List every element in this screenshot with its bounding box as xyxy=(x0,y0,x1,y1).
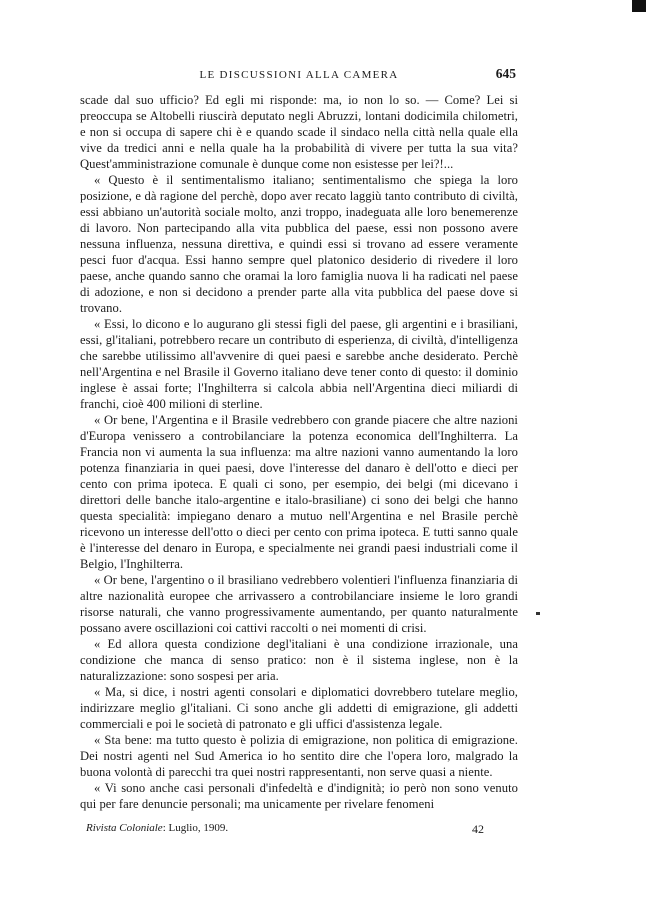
running-title: LE DISCUSSIONI ALLA CAMERA xyxy=(199,69,399,81)
paragraph-condizione-irrazionale: « Ed allora questa condizione degl'italiani è una condizione irrazionale, una condizione che manca di senso pratico: non è il sistema inglese, non è la naturalizzazione: sono sospesi per aria. xyxy=(80,637,518,683)
margin-mark xyxy=(536,612,540,615)
journal-title: Rivista Coloniale xyxy=(86,822,163,834)
paragraph-agenti-consolari: « Ma, si dice, i nostri agenti consolari e diplomatici dovrebbero tutelare meglio, indirizzare meglio gl'italiani. Ci sono anche gli addetti di emigrazione, gli addetti commerciali e poi le società di patronato e gli uffici d'assistenza legale. xyxy=(80,685,518,731)
paragraph-continuation: scade dal suo ufficio? Ed egli mi risponde: ma, io non lo so. — Come? Lei si preoccupa se Altobelli riuscirà deputato negli Abruzzi, lontani dodicimila chilometri, e non si occupa di sapere chi è e quando scade il sindaco nella città nella quale ella vive da tredici anni e nella quale ha la probabilità di vivere per tutta la sua vita? Quest'amministrazione comunale è dunque come non esistesse per lei?!... xyxy=(80,93,518,171)
running-head xyxy=(82,66,516,84)
footer-source xyxy=(86,822,228,834)
paragraph-inghilterra: « Or bene, l'Argentina e il Brasile vedrebbero con grande piacere che altre nazioni d'Europa venissero a controbilanciare la potenza economica dell'Inghilterra. La Francia non vi aumenta la sua influenza: ma altre nazioni vanno aumentando la loro potenza finanziaria in quei paesi, dove l'interesse del danaro è dell'otto e dieci per cento con prima ipoteca. E quali ci sono, per esempio, dei belgi (mi dicevano i direttori delle banche italo-argentine e italo-brasiliane) ci sono dei belgi che hanno questa specialità: impiegano denaro a mutuo nell'Argentina e nel Brasile perchè ricevono un interesse dell'otto o dieci per cento con prima ipoteca. E tutti sanno quale è l'interesse del denaro in Europa, e specialmente nei grandi paesi industriali come il Belgio, l'Inghilterra. xyxy=(80,413,518,571)
paragraph-sentimentalismo: « Questo è il sentimentalismo italiano; sentimentalismo che spiega la loro posizione, e dà ragione del perchè, dopo aver recato laggiù tanto contributo di civiltà, essi abbiano un'autorità sociale molto, anzi troppo, inadeguata alle loro benemerenze di lavoro. Non partecipando alla vita pubblica del paese, essi non possono avere nessuna influenza, nessuna direttiva, e quindi essi si trovano ad essere veramente pesci fuor d'acqua. Essi hanno sempre quel platonico desiderio di rivedere il loro paese, anche quando sanno che oramai la loro famiglia nuova li ha radicati nel paese di adozione, e non si decidono a prender parte alla vita pubblica del paese dove si trovano. xyxy=(80,173,518,315)
paragraph-argentini-brasiliani: « Essi, lo dicono e lo augurano gli stessi figli del paese, gli argentini e i brasiliani, essi, gl'italiani, potrebbero recare un contributo di esperienza, di civiltà, d'intelligenza che sarebbe utilissimo all'avvenire di quei paesi e sarebbe anche desiderato. Perchè nell'Argentina e nel Brasile il Governo italiano deve tener conto di questo: il dominio inglese è assai forte; l'Inghilterra si calcola abbia nell'Argentina dieci miliardi di franchi, cioè 400 milioni di sterline. xyxy=(80,317,518,411)
body-text xyxy=(80,92,518,812)
sheet-number: 42 xyxy=(472,822,484,836)
paragraph-polizia-emigrazione: « Sta bene: ma tutto questo è polizia di emigrazione, non politica di emigrazione. Dei nostri agenti nel Sud America io ho sentito dire che l'opera loro, malgrado la buona volontà di parecchi tra quei nostri rappresentanti, non serve quasi a niente. xyxy=(80,733,518,779)
page-number: 645 xyxy=(495,66,516,81)
issue-date: : Luglio, 1909. xyxy=(162,822,229,834)
paragraph-influenza-finanziaria: « Or bene, l'argentino o il brasiliano vedrebbero volentieri l'influenza finanziaria di altre nazionalità europee che arrivassero a controbilanciare insieme le loro grandi risorse naturali, che vanno progressivamente aumentando, per quanto naturalmente possano avere oscillazioni coi cattivi raccolti o nei momenti di crisi. xyxy=(80,573,518,635)
page-footer xyxy=(86,822,484,838)
scan-corner-mark xyxy=(632,0,646,12)
paragraph-casi-personali: « Vi sono anche casi personali d'infedeltà e d'indignità; io però non sono venuto qui per fare denuncie personali; ma unicamente per rivelare fenomeni xyxy=(80,781,518,811)
